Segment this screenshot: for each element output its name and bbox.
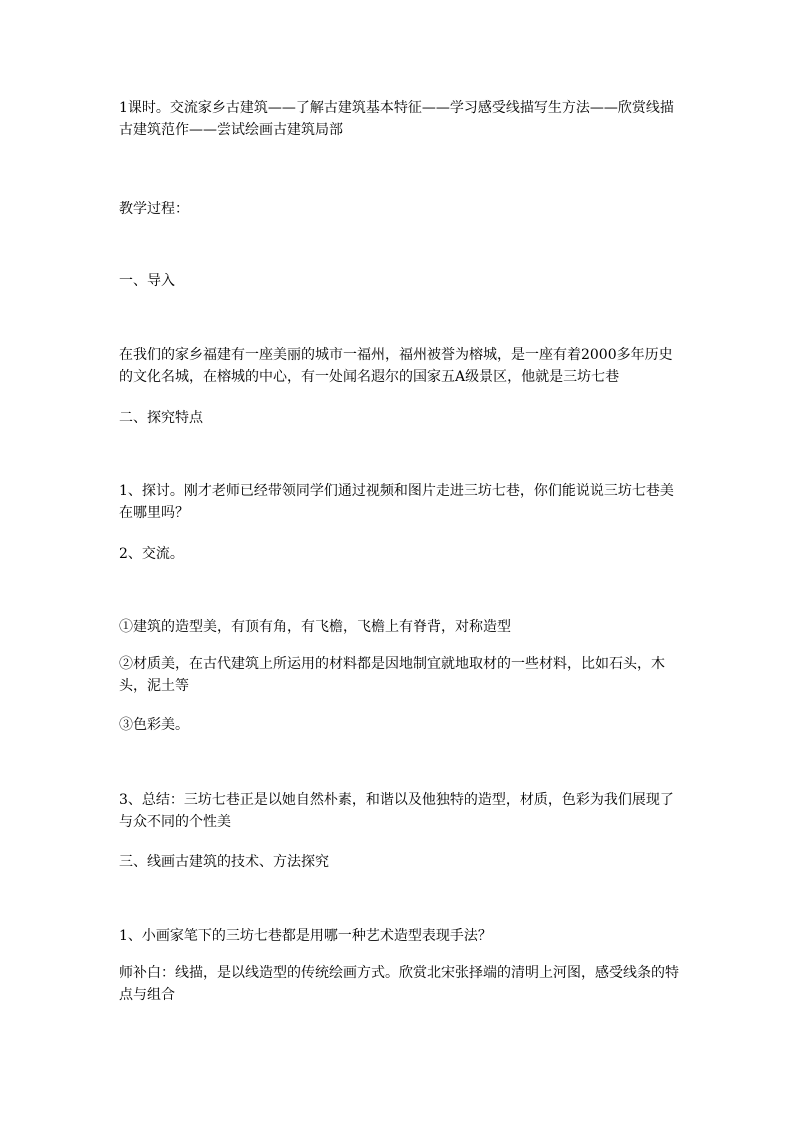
- technique-question-paragraph: 1、小画家笔下的三坊七巷都是用哪一种艺术造型表现手法？: [119, 928, 492, 944]
- discussion-paragraph: 1、探讨。刚才老师已经带领同学们通过视频和图片走进三坊七巷，你们能说说三坊七巷美在哪里吗？: [119, 483, 674, 521]
- lesson-overview-paragraph: 1课时。交流家乡古建筑——了解古建筑基本特征——学习感受线描写生方法——欣赏线描古建筑范作——尝试绘画古建筑局部: [119, 100, 674, 138]
- section-technique-heading: 三、线画古建筑的技术、方法探究: [119, 854, 329, 870]
- point-material-beauty: ②材质美，在古代建筑上所运用的材料都是因地制宜就地取材的一些材料，比如石头，木头，泥土等: [119, 656, 665, 694]
- section-intro-heading: 一、导入: [119, 273, 175, 289]
- teaching-process-heading: 教学过程：: [119, 201, 189, 217]
- intro-paragraph: 在我们的家乡福建有一座美丽的城市一福州，福州被誉为榕城，是一座有着2000多年历史的文化名城，在榕城的中心，有一处闻名遐尔的国家五A级景区，他就是三坊七巷: [119, 347, 673, 385]
- point-form-beauty: ①建筑的造型美，有顶有角，有飞檐，飞檐上有脊背，对称造型: [119, 619, 511, 635]
- exchange-paragraph: 2、交流。: [119, 546, 184, 562]
- summary-paragraph: 3、总结：三坊七巷正是以她自然朴素，和谐以及他独特的造型，材质，色彩为我们展现了与众不同的个性美: [119, 792, 674, 830]
- section-explore-heading: 二、探究特点: [119, 410, 203, 426]
- teacher-supplement-paragraph: 师补白：线描，是以线造型的传统绘画方式。欣赏北宋张择端的清明上河图，感受线条的特点与组合: [119, 965, 679, 1003]
- point-color-beauty: ③色彩美。: [119, 717, 189, 733]
